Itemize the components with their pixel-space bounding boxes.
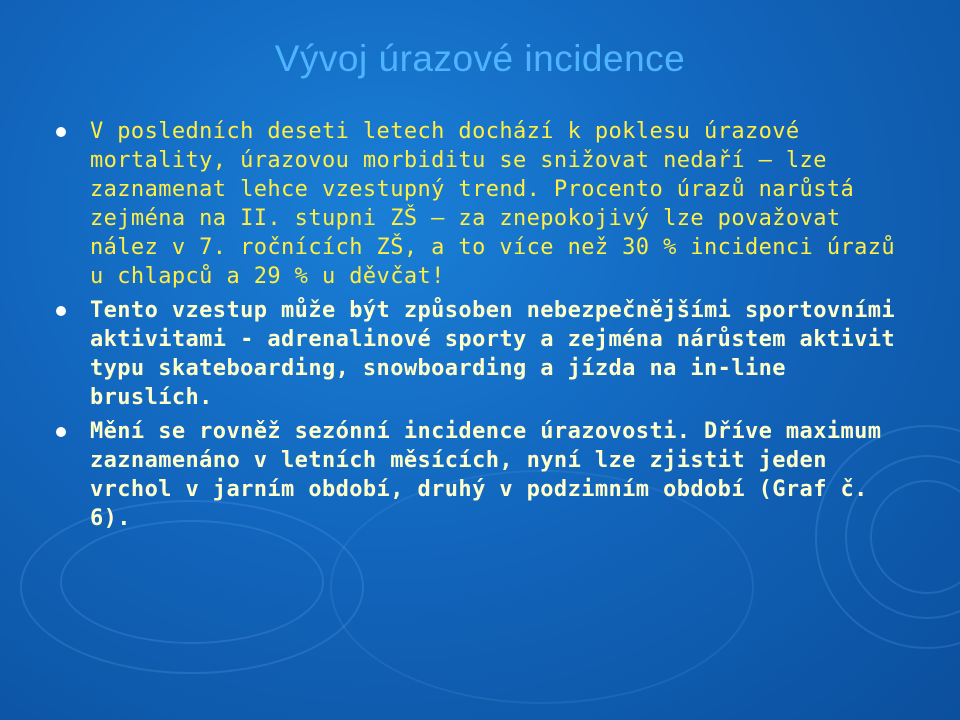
bullet-dot-icon	[56, 127, 66, 137]
bullet-text: Tento vzestup může být způsoben nebezpečnějšími sportovními aktivitami - adrenalinové sporty a zejména nárůstem aktivit typu skateboarding, snowboarding a jízda na in-line bruslích.	[90, 298, 909, 410]
bullet-dot-icon	[56, 427, 66, 437]
bullet-text: V posledních deseti letech dochází k poklesu úrazové mortality, úrazovou morbiditu se snižovat nedaří – lze zaznamenat lehce vzestupný trend. Procento úrazů narůstá zejména na II. stupni ZŠ – za znepokojivý lze považovat nález v 7. ročnících ZŠ, a to více než 30 % incidenci úrazů u chlapců a 29 % u děvčat!	[90, 119, 909, 289]
slide-title: Vývoj úrazové incidence	[274, 38, 686, 79]
bullet-item	[56, 117, 916, 291]
bullet-dot-icon	[56, 306, 66, 316]
bullet-item	[56, 296, 916, 412]
bullet-text: Mění se rovněž sezónní incidence úrazovosti. Dříve maximum zaznamenáno v letních měsících, nyní lze zjistit jeden vrchol v jarním období, druhý v podzimním období (Graf č. 6).	[90, 419, 896, 531]
bullet-item	[56, 417, 916, 533]
bullet-list	[56, 117, 916, 538]
